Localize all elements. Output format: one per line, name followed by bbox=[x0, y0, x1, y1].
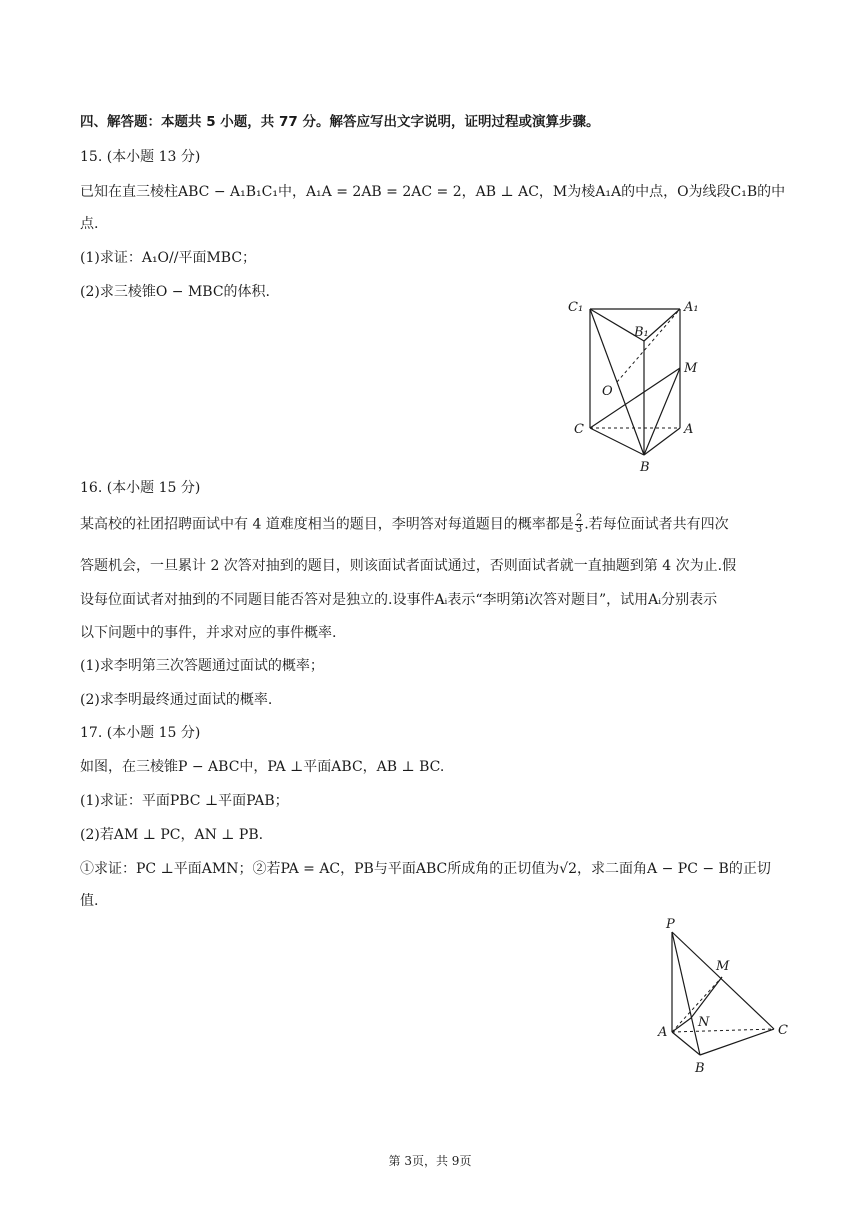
label-b: B bbox=[695, 1061, 705, 1076]
label-c1: C₁ bbox=[568, 300, 584, 315]
q15-stem-line1: 已知在直三棱柱ABC − A₁B₁C₁中，A₁A = 2AB = 2AC = 2，AB ⊥ AC，M为棱A₁A的中点，O为线段C₁B的中 bbox=[80, 184, 786, 200]
pyramid-diagram bbox=[650, 912, 800, 1082]
label-a: A bbox=[684, 422, 694, 437]
segment-n-m bbox=[691, 977, 722, 1018]
label-c: C bbox=[574, 422, 584, 437]
edge-b-c bbox=[700, 1029, 774, 1055]
prism-diagram bbox=[560, 292, 710, 477]
section-heading: 四、解答题：本题共 5 小题，共 77 分。解答应写出文字说明，证明过程或演算步骤。 bbox=[80, 114, 600, 130]
label-m: M bbox=[716, 959, 730, 974]
fraction-numerator: 2 bbox=[575, 513, 583, 524]
label-o: O bbox=[602, 384, 613, 399]
q16-stem-line2: 答题机会，一旦累计 2 次答对抽到的题目，则该面试者面试通过，否则面试者就一直抽题到第 4 次为止.假 bbox=[80, 558, 737, 574]
q16-title: 16. (本小题 15 分) bbox=[80, 480, 201, 496]
label-b1: B₁ bbox=[634, 325, 649, 340]
pyramid-figure bbox=[650, 912, 800, 1082]
q15-title: 15. (本小题 13 分) bbox=[80, 149, 201, 165]
label-c: C bbox=[778, 1023, 788, 1038]
prism-figure bbox=[560, 292, 710, 477]
edge-p-c bbox=[672, 932, 774, 1029]
label-a1: A₁ bbox=[684, 300, 699, 315]
q17-part2: (2)若AM ⊥ PC，AN ⊥ PB. bbox=[80, 827, 264, 843]
q16-stem-line1-after: .若每位面试者共有四次 bbox=[584, 516, 729, 533]
label-b: B bbox=[640, 460, 650, 475]
q17-title: 17. (本小题 15 分) bbox=[80, 725, 201, 741]
edge-b1-a1 bbox=[644, 309, 680, 341]
q17-part2-sub-line2: 值. bbox=[80, 893, 99, 909]
hidden-segment-o-a1 bbox=[617, 309, 680, 382]
probability-fraction bbox=[575, 514, 583, 535]
q16-part2: (2)求李明最终通过面试的概率. bbox=[80, 692, 273, 708]
label-p: P bbox=[666, 917, 675, 932]
q15-part1: (1)求证：A₁O//平面MBC； bbox=[80, 250, 257, 266]
q16-stem-line3: 设每位面试者对抽到的不同题目能否答对是独立的.设事件Aᵢ表示“李明第i次答对题目”，试用Aᵢ分别表示 bbox=[80, 592, 718, 608]
q17-stem: 如图，在三棱锥P − ABC中，PA ⊥平面ABC，AB ⊥ BC. bbox=[80, 759, 445, 775]
q16-stem-line1 bbox=[80, 514, 729, 535]
q15-stem-line2: 点. bbox=[80, 216, 99, 232]
segment-a-n bbox=[672, 1018, 691, 1032]
q17-part2-sub-line1: ①求证：PC ⊥平面AMN；②若PA = AC，PB与平面ABC所成角的正切值为√2，求二面角A − PC − B的正切 bbox=[80, 861, 771, 877]
label-m: M bbox=[684, 361, 698, 376]
q17-part1: (1)求证：平面PBC ⊥平面PAB； bbox=[80, 793, 289, 809]
fraction-denominator: 3 bbox=[575, 524, 583, 535]
q16-stem-line4: 以下问题中的事件，并求对应的事件概率. bbox=[80, 625, 337, 641]
label-n: N bbox=[698, 1015, 710, 1030]
q16-stem-line1-before: 某高校的社团招聘面试中有 4 道难度相当的题目，李明答对每道题目的概率都是 bbox=[80, 516, 574, 533]
page-footer: 第 3页，共 9页 bbox=[388, 1154, 472, 1168]
q15-part2: (2)求三棱锥O − MBC的体积. bbox=[80, 284, 270, 300]
label-a: A bbox=[658, 1025, 668, 1040]
hidden-segment-a-m bbox=[672, 977, 722, 1032]
q16-part1: (1)求李明第三次答题通过面试的概率； bbox=[80, 658, 324, 674]
edge-p-b bbox=[672, 932, 700, 1055]
hidden-edge-a-c bbox=[672, 1029, 774, 1032]
